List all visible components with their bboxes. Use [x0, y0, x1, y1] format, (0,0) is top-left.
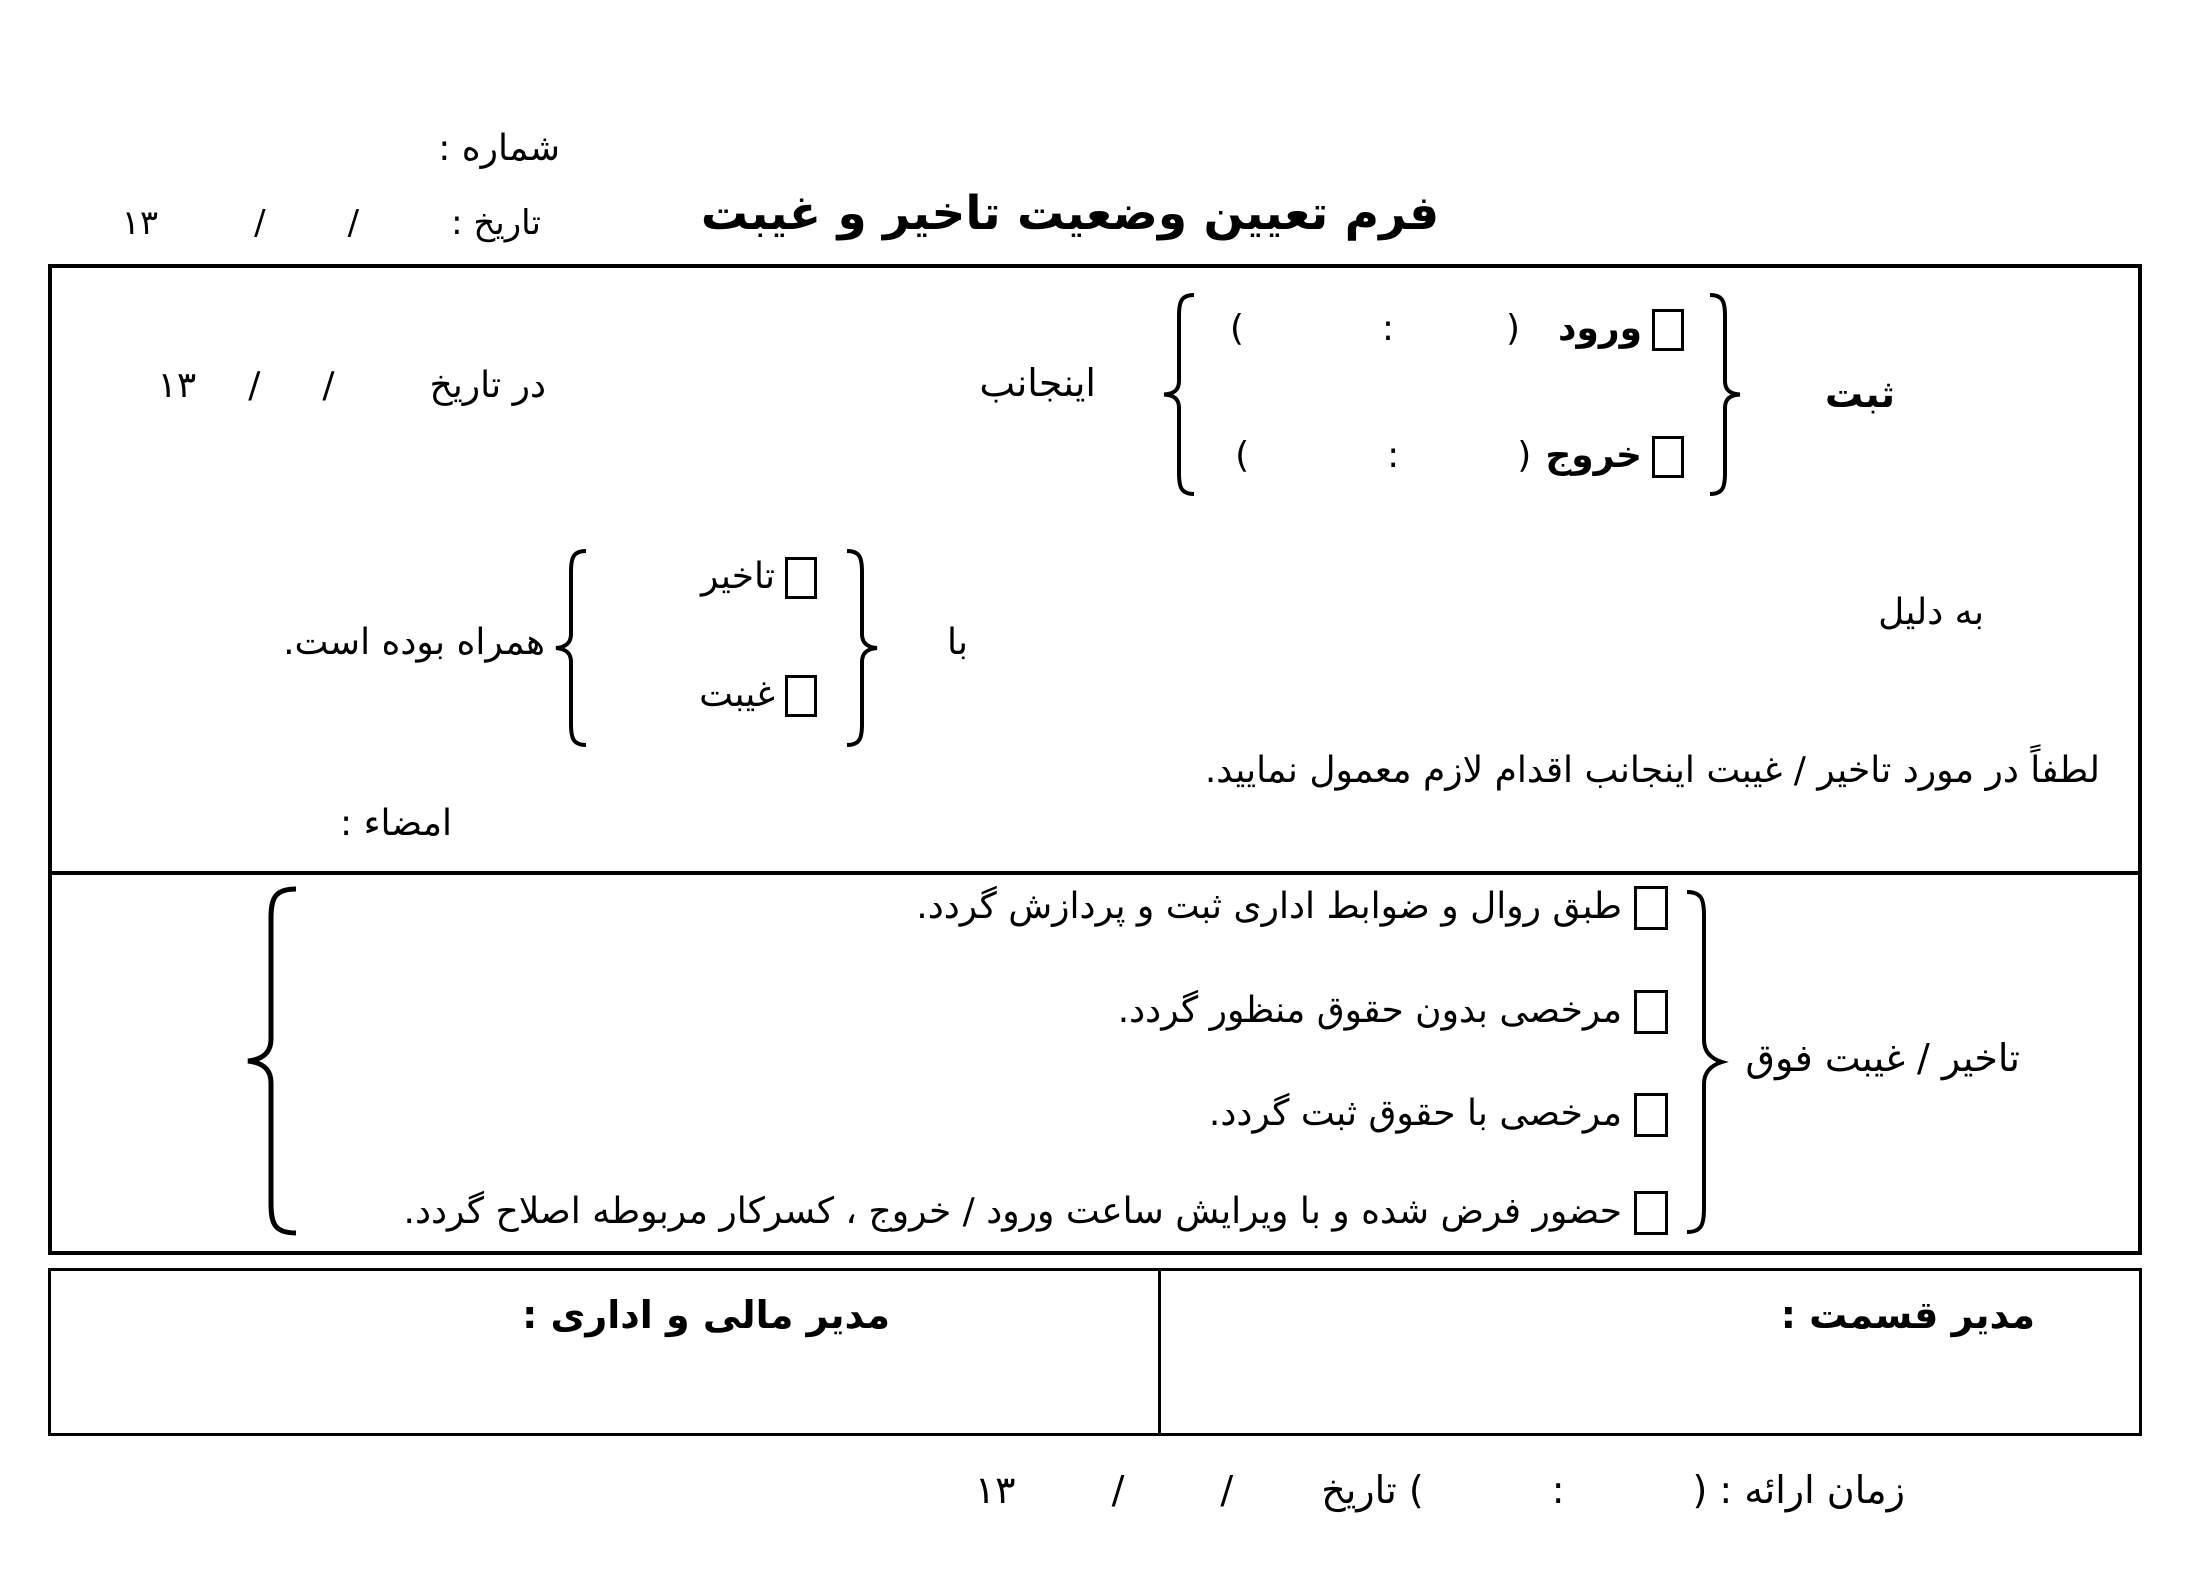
time-colon: : [1387, 435, 1400, 476]
with-label: با [947, 622, 968, 663]
submission-time-label: زمان ارائه : ( [1692, 1468, 1905, 1512]
date-slash-icon: / [1111, 1468, 1125, 1512]
exit-row [1235, 435, 1684, 478]
decision-option-row [916, 886, 1668, 930]
brace-left-register-icon [1152, 292, 1202, 497]
entry-label: ورود [1558, 308, 1642, 349]
delay-label: تاخیر [701, 556, 775, 597]
header-year-prefix: ۱۳ [121, 203, 159, 243]
brace-right-decision-icon [1678, 888, 1732, 1236]
option-label: طبق روال و ضوابط اداری ثبت و پردازش گردد. [916, 886, 1622, 927]
section-manager-label: مدیر قسمت : [1780, 1293, 2035, 1337]
submission-date-label: ) تاریخ [1321, 1468, 1424, 1512]
reason-label: به دلیل [1878, 592, 1984, 633]
brace-right-with-icon [840, 548, 888, 748]
date-slash-icon: / [322, 365, 335, 406]
checkbox-exit[interactable] [1652, 436, 1684, 478]
register-label: ثبت [1824, 372, 1895, 416]
checkbox-unpaid-leave[interactable] [1634, 990, 1668, 1034]
signature-label: امضاء : [340, 803, 452, 844]
absence-option [699, 674, 817, 717]
statement-year-prefix: ۱۳ [157, 365, 197, 406]
header-date-row [122, 203, 541, 243]
date-slash-icon: / [254, 203, 266, 243]
accompanied-label: همراه بوده است. [283, 622, 545, 663]
checkbox-entry[interactable] [1652, 309, 1684, 351]
decision-option-row [1209, 1093, 1668, 1137]
brace-left-decision-icon [232, 885, 310, 1237]
header-date-label: تاریخ : [451, 203, 541, 243]
delay-option [701, 556, 817, 599]
option-label: مرخصی با حقوق ثبت گردد. [1208, 1093, 1622, 1134]
statement-date-row [158, 365, 546, 406]
request-sentence: لطفاً در مورد تاخیر / غیبت اینجانب اقدام لازم معمول نمایید. [1204, 750, 2100, 791]
absence-label: غیبت [699, 674, 775, 715]
paren-close: ) [1229, 308, 1244, 349]
undersigned-label: اینجانب [979, 361, 1096, 405]
paren-open: ( [1517, 435, 1532, 476]
footer-year-prefix: ۱۳ [974, 1468, 1016, 1512]
decision-option-row [404, 1191, 1669, 1235]
date-slash-icon: / [1220, 1468, 1234, 1512]
entry-row [1230, 308, 1684, 351]
on-date-label: در تاریخ [429, 365, 546, 406]
checkbox-delay[interactable] [785, 557, 817, 599]
submission-time-row [975, 1468, 1905, 1512]
page-title: فرم تعیین وضعیت تاخیر و غیبت [700, 186, 1440, 241]
checkbox-process-normally[interactable] [1634, 886, 1668, 930]
brace-left-with-icon [545, 548, 593, 748]
time-colon: : [1551, 1468, 1565, 1512]
finance-admin-manager-label: مدیر مالی و اداری : [522, 1293, 890, 1337]
date-slash-icon: / [347, 203, 360, 243]
time-colon: : [1381, 308, 1394, 349]
paren-open: ( [1506, 308, 1521, 349]
paren-close: ) [1235, 435, 1250, 476]
checkbox-assume-presence[interactable] [1634, 1191, 1668, 1235]
option-label: حضور فرض شده و با ویرایش ساعت ورود / خروج ، کسرکار مربوطه اصلاح گردد. [403, 1191, 1622, 1232]
checkbox-paid-leave[interactable] [1634, 1093, 1668, 1137]
checkbox-absence[interactable] [785, 675, 817, 717]
exit-label: خروج [1545, 435, 1642, 476]
option-label: مرخصی بدون حقوق منظور گردد. [1117, 990, 1622, 1031]
decision-group-label: تاخیر / غیبت فوق [1745, 1036, 2020, 1080]
date-slash-icon: / [248, 365, 261, 406]
brace-right-register-icon [1702, 292, 1752, 497]
decision-option-row [1118, 990, 1668, 1034]
approvals-divider [1158, 1268, 1161, 1436]
form-number-label: شماره : [438, 128, 560, 169]
